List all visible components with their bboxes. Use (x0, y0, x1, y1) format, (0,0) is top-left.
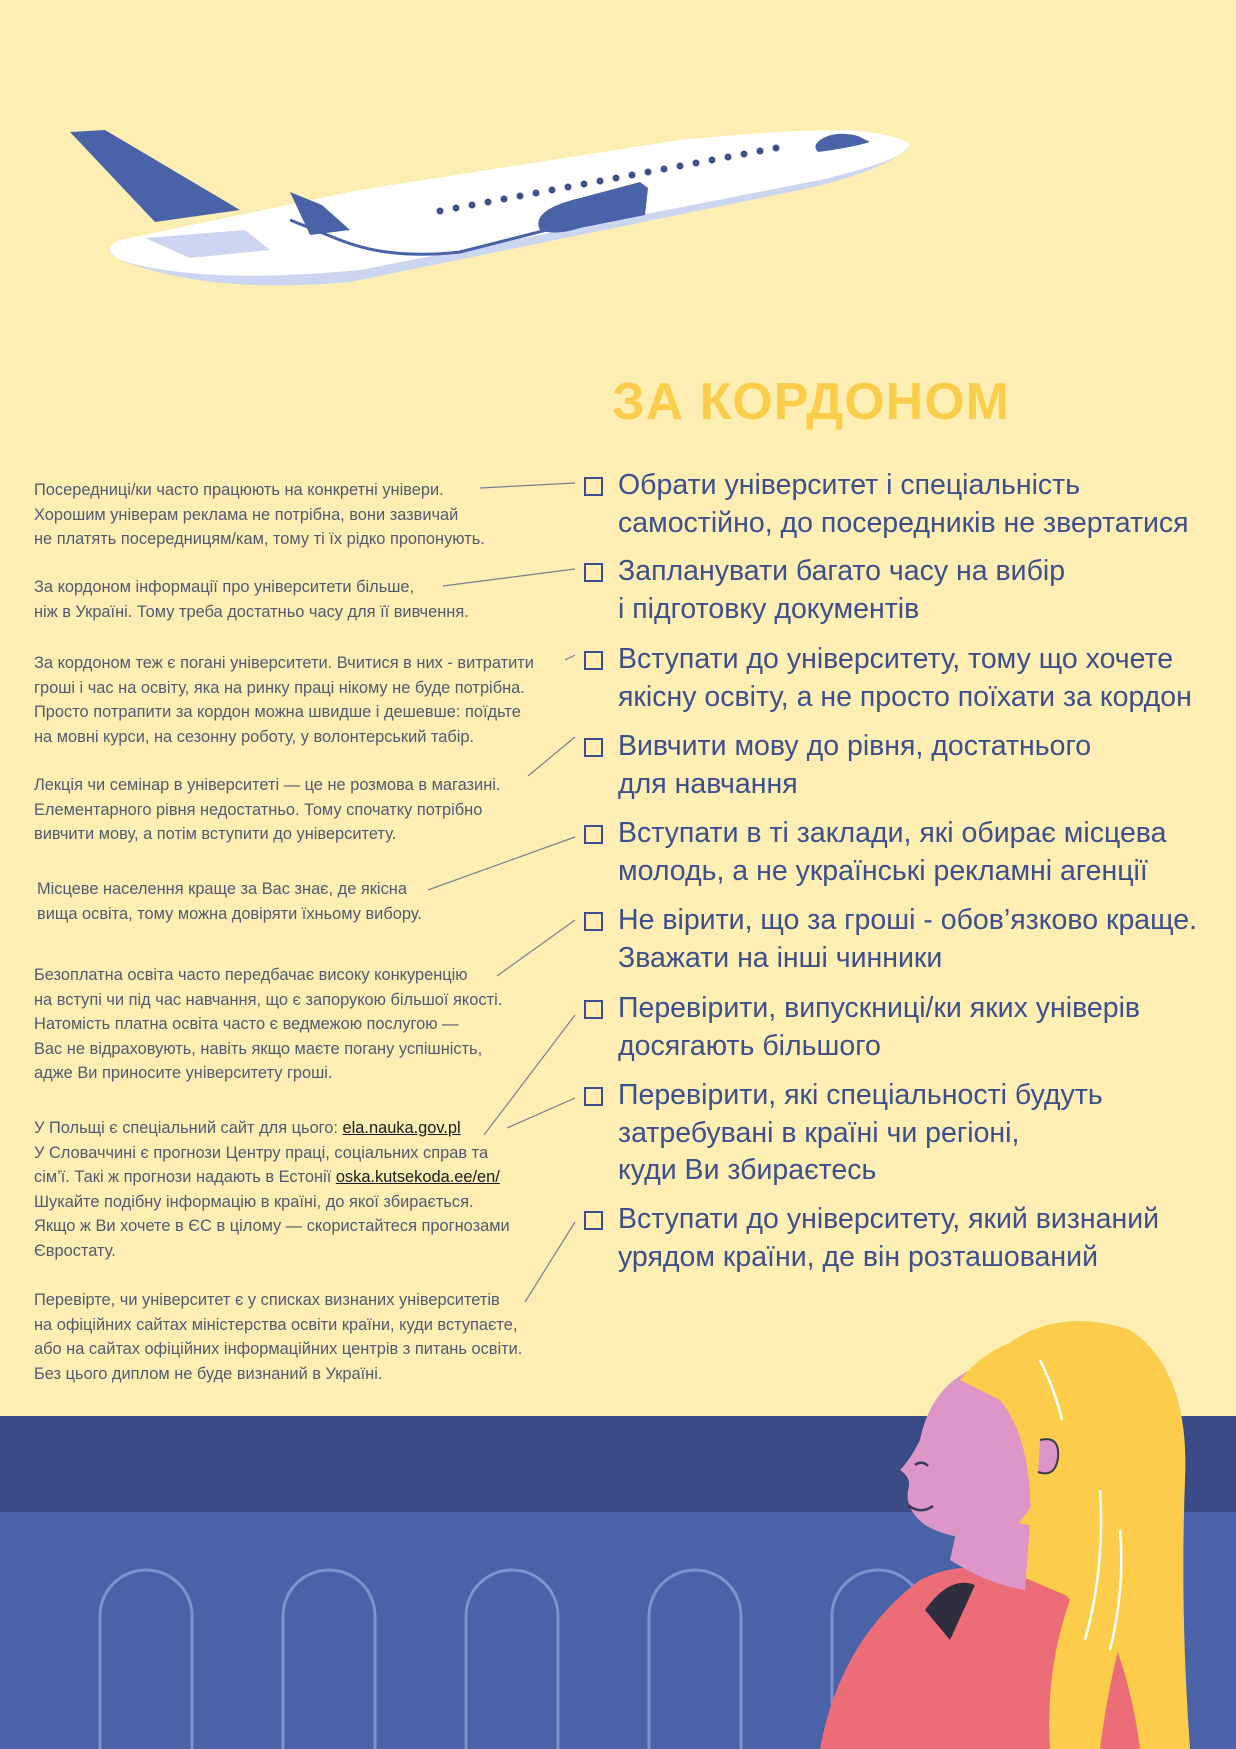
checklist-item-text: Перевірити, які спеціальності будуть затребувані в країні чи регіоні, куди Ви збираєтесь (618, 1079, 1103, 1186)
checklist-item-text: Перевірити, випускниці/ки яких універів досягають більшого (618, 992, 1141, 1062)
note-7 (34, 1116, 579, 1263)
checklist-item-text: Обрати університет і спеціальність самостійно, до посередників не звертатися (618, 469, 1189, 539)
link-oska-kutsekoda[interactable]: oska.kutsekoda.ee/en/ (335, 1168, 500, 1186)
checkbox[interactable] (584, 651, 603, 670)
checkbox[interactable] (584, 563, 603, 582)
note-1: Посередниці/ки часто працюють на конкретні універи. Хорошим універам реклама не потрібна, вони зазвичай не платять посередницям/кам, тому ті їх рідко пропонують. (34, 481, 485, 548)
checkbox[interactable] (584, 825, 603, 844)
page-title: ЗА КОРДОНОМ (612, 373, 1010, 431)
note-8: Перевірте, чи університет є у списках визнаних університетів на офіційних сайтах міністерства освіти країни, куди вступаєте, або на сайтах офіційних інформаційних центрів з питань освіти. Без цього диплом не буде визнаний в Україні. (34, 1291, 523, 1383)
checklist-item-text: Запланувати багато часу на вибір і підготовку документів (618, 555, 1066, 625)
checkbox[interactable] (584, 1211, 603, 1230)
note-5: Місцеве населення краще за Вас знає, де якісна вища освіта, тому можна довіряти їхньому вибору. (37, 880, 422, 923)
checklist-item-text: Не вірити, що за гроші - обов’язково краще. Зважати на інші чинники (618, 904, 1198, 974)
girl-illustration (800, 1310, 1236, 1749)
note-7-text-b: У Словаччині є прогнози Центру праці, соціальних справ та сім’ї. Такі ж прогнози надають в Естонії (34, 1143, 489, 1186)
checklist-item-text: Вступати в ті заклади, які обирає місцева молодь, а не українські рекламні агенції (618, 817, 1167, 887)
note-3: За кордоном теж є погані університети. Вчитися в них - витратити гроші і час на освіту, яка на ринку праці нікому не буде потрібна. Просто потрапити за кордон можна швидше і дешевше: поїдьте на мовні курси, на сезонну роботу, у волонтерський табір. (34, 654, 534, 746)
checklist-item-text: Вступати до університету, який визнаний урядом країни, де він розташований (618, 1203, 1160, 1273)
note-6: Безоплатна освіта часто передбачає високу конкуренцію на вступі чи під час навчання, що є запорукою більшої якості. Натомість платна освіта часто є ведмежою послугою — Вас не відраховують, навіть якщо маєте погану успішність, адже Ви приносите університету гроші. (34, 966, 503, 1082)
checklist-item-text: Вивчити мову до рівня, достатнього для навчання (618, 730, 1092, 800)
checkbox[interactable] (584, 912, 603, 931)
checkbox[interactable] (584, 738, 603, 757)
note-2: За кордоном інформації про університети більше, ніж в Україні. Тому треба достатньо часу для її вивчення. (34, 578, 469, 621)
checklist-item-text: Вступати до університету, тому що хочете якісну освіту, а не просто поїхати за кордон (618, 643, 1192, 713)
checkbox[interactable] (584, 1000, 603, 1019)
link-ela-nauka[interactable]: ela.nauka.gov.pl (342, 1119, 461, 1137)
note-7-text-c: Шукайте подібну інформацію в країні, до якої збирається. Якщо ж Ви хочете в ЄС в цілому — скористайтеся прогнозами Євростату. (34, 1192, 510, 1260)
checkbox[interactable] (584, 1087, 603, 1106)
note-7-text-a: У Польщі є спеціальний сайт для цього: (34, 1119, 343, 1137)
checkbox[interactable] (584, 477, 603, 496)
note-4: Лекція чи семінар в університеті — це не розмова в магазині. Елементарного рівня недостатньо. Тому спочатку потрібно вивчити мову, а потім вступити до університету. (34, 776, 501, 843)
